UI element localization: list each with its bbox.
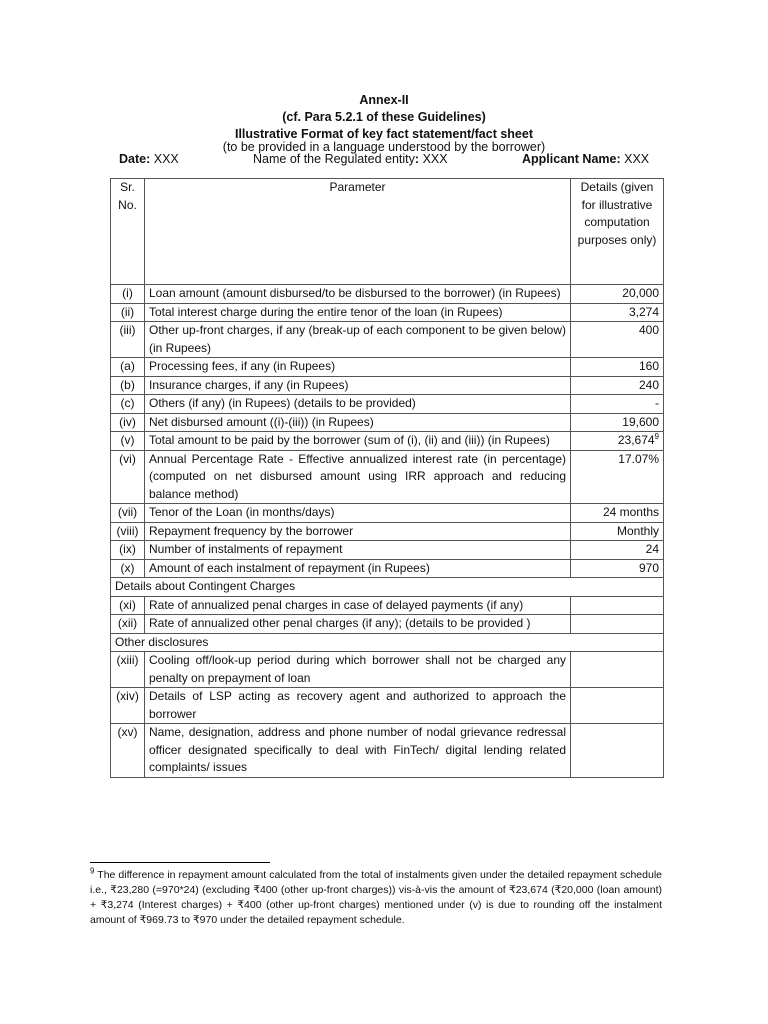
title-text: Illustrative Format of key fact statement/fact sheet xyxy=(234,127,533,141)
row-detail: 19,600 xyxy=(571,413,664,432)
section-heading: Other disclosures xyxy=(111,633,664,652)
row-parameter: Others (if any) (in Rupees) (details to be provided) xyxy=(145,395,571,414)
row-sr: (xiv) xyxy=(111,688,145,724)
row-detail xyxy=(571,688,664,724)
row-parameter: Insurance charges, if any (in Rupees) xyxy=(145,376,571,395)
applicant-value: XXX xyxy=(624,152,650,166)
row-sr: (xv) xyxy=(111,724,145,778)
annex-label: Annex-II xyxy=(359,93,409,107)
row-parameter: Details of LSP acting as recovery agent and authorized to approach the borrower xyxy=(145,688,571,724)
row-detail: 160 xyxy=(571,358,664,377)
row-detail xyxy=(571,615,664,634)
row-detail: 970 xyxy=(571,559,664,578)
row-sr: (ii) xyxy=(111,303,145,322)
meta-row xyxy=(119,152,649,169)
row-sr: (b) xyxy=(111,376,145,395)
table-row xyxy=(111,724,664,778)
date-label: Date: xyxy=(119,152,151,166)
table-row xyxy=(111,541,664,560)
row-detail xyxy=(571,596,664,615)
row-sr: (v) xyxy=(111,432,145,451)
applicant-label: Applicant Name: xyxy=(522,152,621,166)
section-row-other xyxy=(111,633,664,652)
row-parameter: Processing fees, if any (in Rupees) xyxy=(145,358,571,377)
row-parameter: Number of instalments of repayment xyxy=(145,541,571,560)
table-row xyxy=(111,432,664,451)
footnote-separator xyxy=(90,862,270,863)
table-row xyxy=(111,413,664,432)
row-parameter: Cooling off/look-up period during which borrower shall not be charged any penalty on prepayment of loan xyxy=(145,652,571,688)
table-row xyxy=(111,504,664,523)
row-parameter: Tenor of the Loan (in months/days) xyxy=(145,504,571,523)
section-heading: Details about Contingent Charges xyxy=(111,578,664,597)
row-detail xyxy=(571,652,664,688)
row-sr: (iii) xyxy=(111,322,145,358)
table-row xyxy=(111,450,664,504)
entity-colon: : xyxy=(414,152,420,166)
footnote-marker: 9 xyxy=(90,866,95,876)
row-detail: Monthly xyxy=(571,522,664,541)
row-parameter: Repayment frequency by the borrower xyxy=(145,522,571,541)
row-parameter: Loan amount (amount disbursed/to be disbursed to the borrower) (in Rupees) xyxy=(145,285,571,304)
row-sr: (xiii) xyxy=(111,652,145,688)
row-detail: 17.07% xyxy=(571,450,664,504)
row-sr: (vi) xyxy=(111,450,145,504)
subtitle-text: (to be provided in a language understood by the borrower) xyxy=(222,140,546,154)
row-detail: 400 xyxy=(571,322,664,358)
table-row xyxy=(111,376,664,395)
row-detail: 24 months xyxy=(571,504,664,523)
table-row xyxy=(111,596,664,615)
annex-title xyxy=(0,92,768,109)
row-parameter: Name, designation, address and phone number of nodal grievance redressal officer designated specifically to deal with FinTech/ digital lending related complaints/ issues xyxy=(145,724,571,778)
row-detail: 3,274 xyxy=(571,303,664,322)
row-parameter: Total amount to be paid by the borrower (sum of (i), (ii) and (iii)) (in Rupees) xyxy=(145,432,571,451)
row-detail: 20,000 xyxy=(571,285,664,304)
table-row xyxy=(111,615,664,634)
applicant-field xyxy=(522,152,649,166)
row-detail: 24 xyxy=(571,541,664,560)
date-value: XXX xyxy=(153,152,179,166)
table-row xyxy=(111,285,664,304)
row-sr: (ix) xyxy=(111,541,145,560)
header-details: Details (given for illustrative computation purposes only) xyxy=(571,179,664,285)
table-row xyxy=(111,688,664,724)
row-sr: (i) xyxy=(111,285,145,304)
row-sr: (iv) xyxy=(111,413,145,432)
table-row xyxy=(111,395,664,414)
row-detail xyxy=(571,724,664,778)
table-header-row xyxy=(111,179,664,285)
row-parameter: Amount of each instalment of repayment (in Rupees) xyxy=(145,559,571,578)
section-row-contingent xyxy=(111,578,664,597)
row-sr: (x) xyxy=(111,559,145,578)
row-parameter: Net disbursed amount ((i)-(iii)) (in Rupees) xyxy=(145,413,571,432)
table-row xyxy=(111,303,664,322)
header-sr-no: Sr. No. xyxy=(111,179,145,285)
table-row xyxy=(111,322,664,358)
table-row xyxy=(111,559,664,578)
table-row xyxy=(111,522,664,541)
table-row xyxy=(111,358,664,377)
date-field xyxy=(119,152,179,166)
row-sr: (c) xyxy=(111,395,145,414)
guideline-reference xyxy=(0,109,768,126)
row-detail: - xyxy=(571,395,664,414)
footnote-ref-marker[interactable]: 9 xyxy=(654,432,659,441)
entity-field xyxy=(253,152,448,166)
row-sr: (xi) xyxy=(111,596,145,615)
footnote-text: The difference in repayment amount calculated from the total of instalments given under the detailed repayment schedule i.e., ₹23,280 (=970*24) (excluding ₹400 (other up-front charges)) vis-à-vis the amount of ₹23,674 (₹20,000 (loan amount) + ₹3,274 (Interest charges) + ₹400 (other up-front charges) mentioned under (v) is due to rounding off the instalment amount of ₹969.73 to ₹970 under the detailed repayment schedule. xyxy=(90,869,662,926)
footnote xyxy=(90,868,662,928)
row-sr: (xii) xyxy=(111,615,145,634)
row-detail-with-footnote xyxy=(571,432,664,451)
row-parameter: Total interest charge during the entire tenor of the loan (in Rupees) xyxy=(145,303,571,322)
key-fact-table xyxy=(110,178,664,778)
row-sr: (a) xyxy=(111,358,145,377)
row-parameter: Annual Percentage Rate - Effective annualized interest rate (in percentage) (computed on net disbursed amount using IRR approach and reducing balance method) xyxy=(145,450,571,504)
header-parameter: Parameter xyxy=(145,179,571,285)
row-parameter: Other up-front charges, if any (break-up of each component to be given below) (in Rupees) xyxy=(145,322,571,358)
row-parameter: Rate of annualized other penal charges (if any); (details to be provided ) xyxy=(145,615,571,634)
row-detail-value: 23,674 xyxy=(617,433,655,447)
row-detail: 240 xyxy=(571,376,664,395)
reference-text: (cf. Para 5.2.1 of these Guidelines) xyxy=(282,110,486,124)
entity-value: XXX xyxy=(422,152,448,166)
row-parameter: Rate of annualized penal charges in case of delayed payments (if any) xyxy=(145,596,571,615)
table-row xyxy=(111,652,664,688)
entity-label: Name of the Regulated entity xyxy=(253,152,415,166)
row-sr: (viii) xyxy=(111,522,145,541)
row-sr: (vii) xyxy=(111,504,145,523)
